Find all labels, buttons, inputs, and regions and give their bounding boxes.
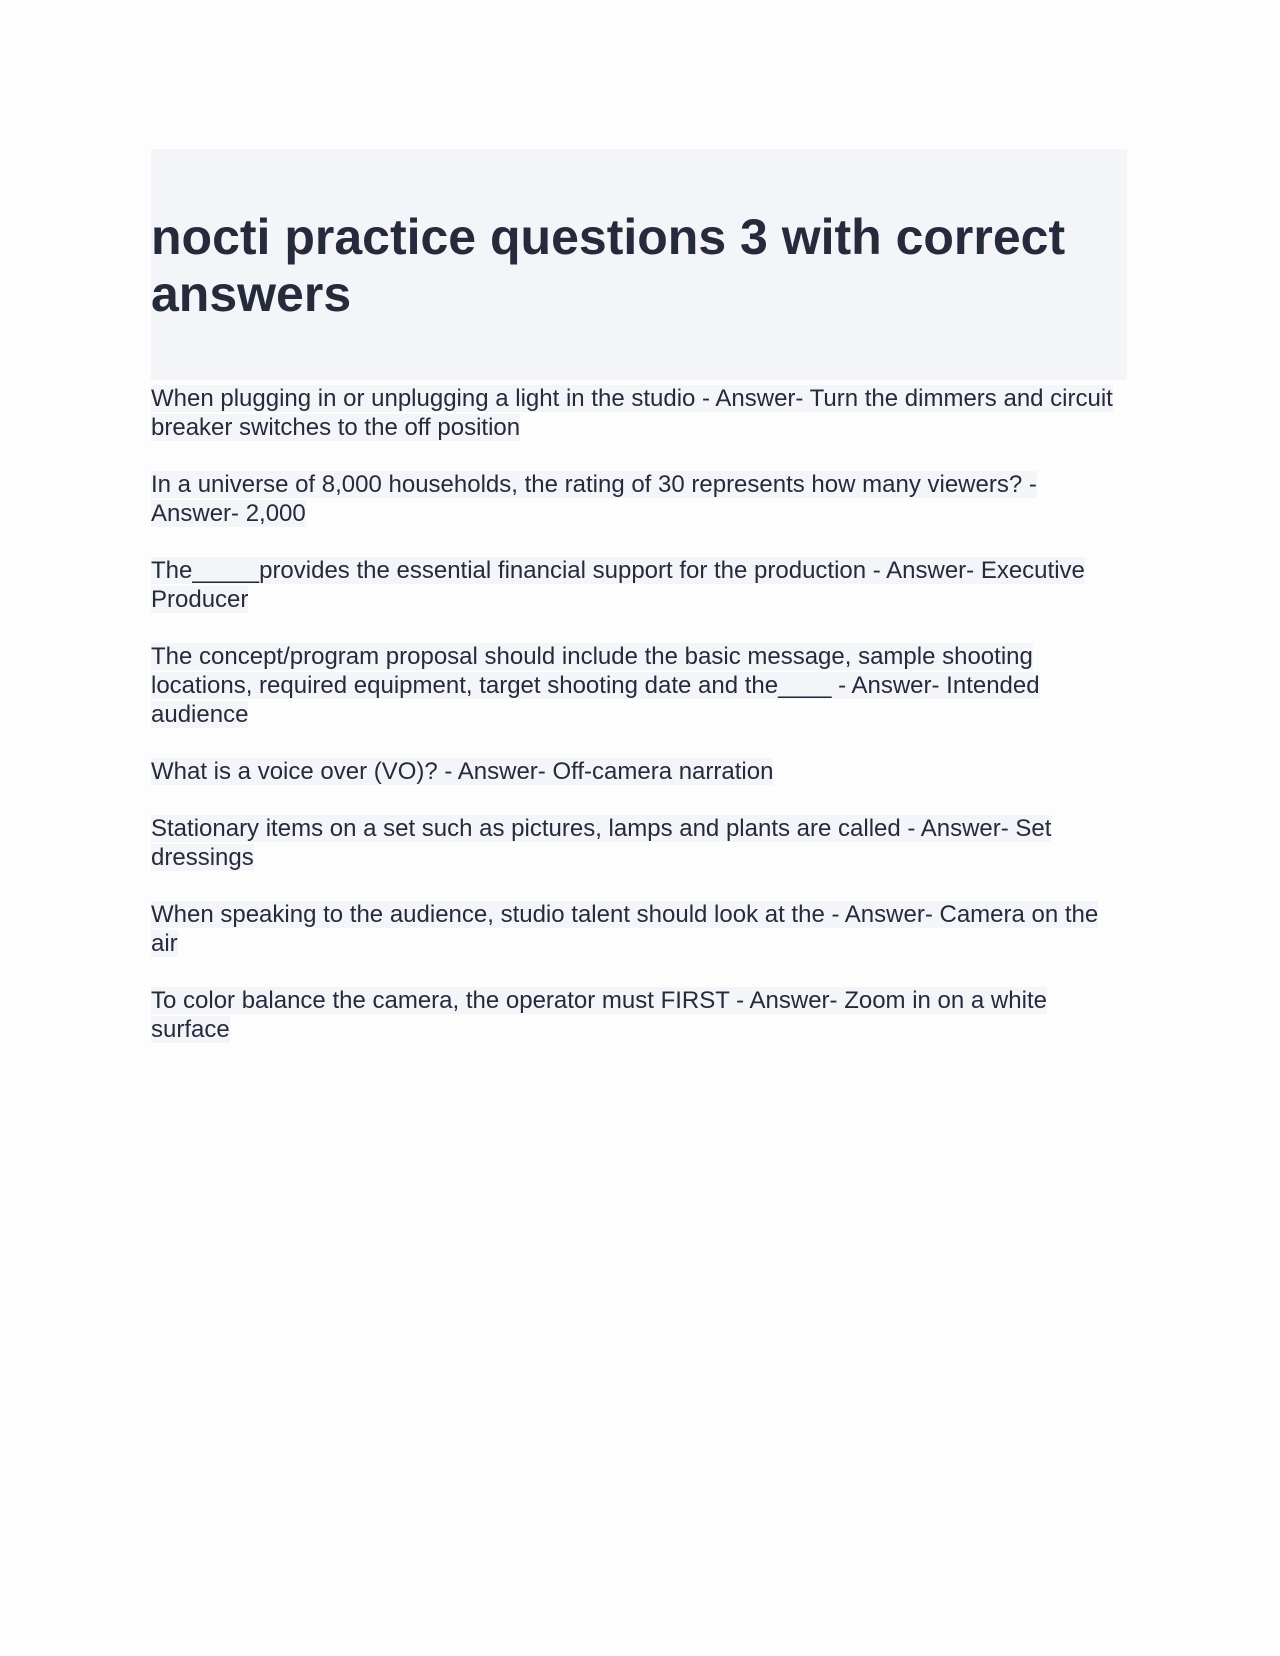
qa-item bbox=[151, 642, 1127, 729]
qa-list bbox=[151, 384, 1127, 1044]
qa-item bbox=[151, 986, 1127, 1044]
qa-item bbox=[151, 384, 1127, 442]
qa-item bbox=[151, 470, 1127, 528]
document-title: nocti practice questions 3 with correct answers bbox=[151, 209, 1066, 322]
qa-text: When plugging in or unplugging a light in the studio - Answer- Turn the dimmers and circuit breaker switches to the off position bbox=[151, 385, 1113, 441]
title-block bbox=[151, 149, 1127, 380]
qa-item bbox=[151, 556, 1127, 614]
qa-text: When speaking to the audience, studio talent should look at the - Answer- Camera on the air bbox=[151, 901, 1099, 957]
qa-item bbox=[151, 814, 1127, 872]
qa-text: To color balance the camera, the operator must FIRST - Answer- Zoom in on a white surface bbox=[151, 987, 1047, 1043]
qa-text: Stationary items on a set such as pictures, lamps and plants are called - Answer- Set dressings bbox=[151, 815, 1052, 871]
qa-text: In a universe of 8,000 households, the rating of 30 represents how many viewers? - Answer- 2,000 bbox=[151, 471, 1037, 527]
document-page bbox=[151, 149, 1127, 1072]
qa-text: What is a voice over (VO)? - Answer- Off-camera narration bbox=[151, 758, 774, 785]
qa-item bbox=[151, 900, 1127, 958]
qa-text: The_____provides the essential financial support for the production - Answer- Executive Producer bbox=[151, 557, 1085, 613]
qa-text: The concept/program proposal should include the basic message, sample shooting locations, required equipment, target shooting date and the____ - Answer- Intended audience bbox=[151, 643, 1040, 728]
qa-item bbox=[151, 757, 1127, 786]
